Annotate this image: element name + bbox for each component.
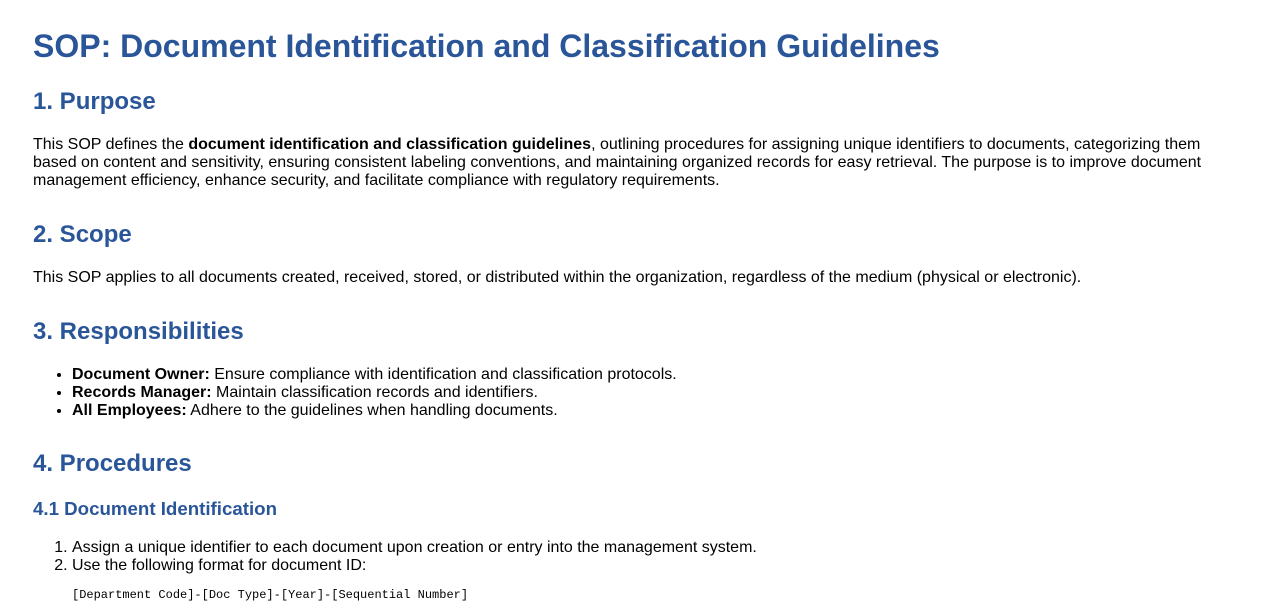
responsibilities-heading: 3. Responsibilities [33, 318, 244, 345]
section-scope [33, 221, 1233, 287]
list-item: 1. Assign a unique identifier to each document upon creation or entry into the management system. [72, 539, 1233, 557]
responsibility-role-label: Records Manager: [72, 384, 212, 401]
responsibility-description: Adhere to the guidelines when handling documents. [186, 402, 558, 419]
purpose-heading: 1. Purpose [33, 88, 156, 115]
document-id-format-code: [Department Code]-[Doc Type]-[Year]-[Sequential Number] [72, 588, 469, 602]
responsibility-role-label: Document Owner: [72, 366, 210, 383]
responsibility-description: Ensure compliance with identification and classification protocols. [209, 366, 677, 383]
procedure-steps-list [33, 539, 1233, 575]
purpose-text-bold: document identification and classification guidelines [188, 136, 592, 153]
document-identification-subheading: 4.1 Document Identification [33, 498, 278, 519]
list-item [72, 366, 1233, 384]
scope-heading: 2. Scope [33, 221, 132, 248]
responsibility-role-label: All Employees: [72, 402, 187, 419]
section-procedures [33, 450, 1233, 602]
procedures-heading: 4. Procedures [33, 450, 192, 477]
section-purpose [33, 88, 1233, 190]
responsibility-description: Maintain classification records and identifiers. [211, 384, 538, 401]
scope-paragraph: This SOP applies to all documents created, received, stored, or distributed within the organization, regardless of the medium (physical or electronic). [33, 269, 1082, 286]
purpose-paragraph [33, 136, 1233, 190]
list-item [72, 402, 1233, 420]
list-item [72, 384, 1233, 402]
page-title: SOP: Document Identification and Classification Guidelines [33, 28, 940, 64]
purpose-text-prefix: This SOP defines the [33, 136, 189, 153]
responsibilities-list [33, 366, 1233, 420]
list-item: 2. Use the following format for document ID: [72, 557, 1233, 575]
section-responsibilities [33, 318, 1233, 420]
purpose-text-suffix: , outlining procedures for assigning unique identifiers to documents, categorizing them based on content and sensitivity, ensuring consistent labeling conventions, and maintaining organized records for easy retrieval. The purpose is to improve document management efficiency, enhance security, and facilitate compliance with regulatory requirements. [33, 136, 1202, 189]
